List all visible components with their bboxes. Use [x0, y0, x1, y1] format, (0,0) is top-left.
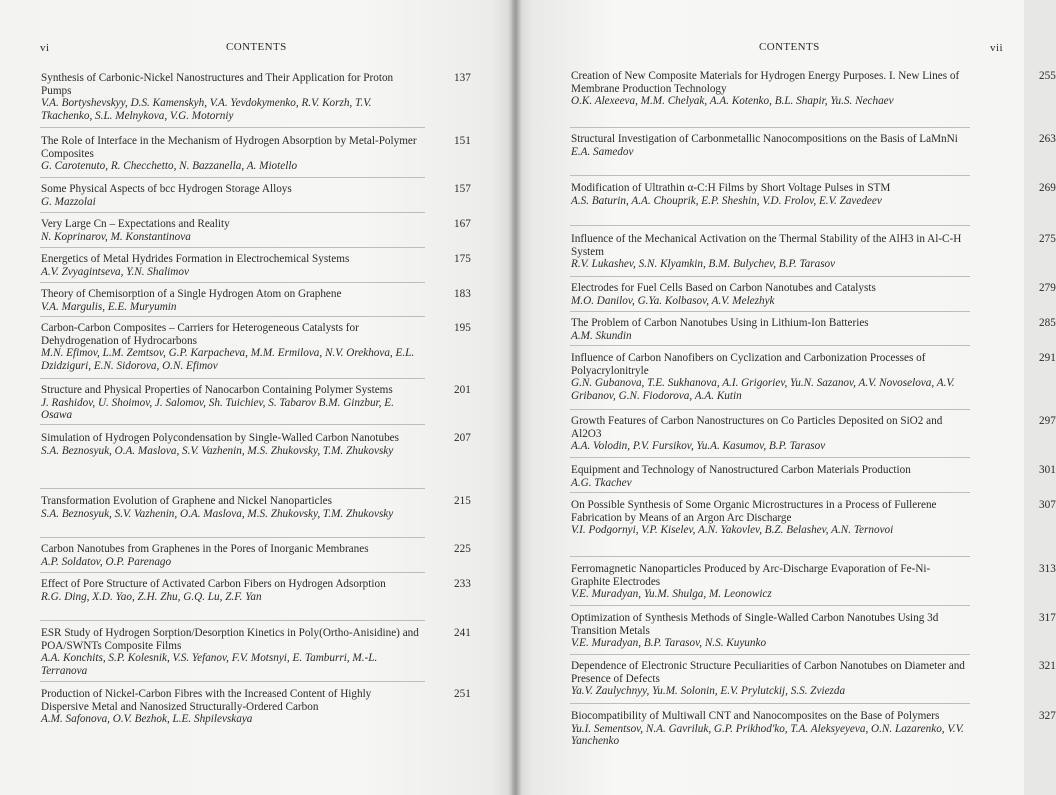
entry-page: 207: [454, 432, 471, 444]
entry-authors: S.A. Beznosyuk, O.A. Maslova, S.V. Vazhenin, M.S. Zhukovsky, T.M. Zhukovsky: [41, 444, 394, 457]
divider: [40, 127, 425, 128]
entry-title: Very Large Cn – Expectations and Reality: [41, 218, 230, 230]
toc-entry: [41, 218, 471, 243]
running-header: CONTENTS: [226, 41, 287, 53]
divider: [40, 177, 425, 178]
toc-entry: [41, 543, 471, 568]
entry-authors: N. Koprinarov, M. Konstantinova: [41, 230, 191, 243]
entry-title: Influence of Carbon Nanofibers on Cyclization and Carbonization Processes of Polyacrylonitryle: [571, 352, 926, 377]
entry-authors: V.A. Bortyshevskyy, D.S. Kamenskyh, V.A. Yevdokymenko, R.V. Korzh, T.V. Tkachenko, S.L. Melnykova, V.G. Motorniy: [41, 97, 372, 122]
entry-page: 233: [454, 578, 471, 590]
entry-authors: G. Carotenuto, R. Checchetto, N. Bazzanella, A. Miotello: [41, 160, 298, 173]
entry-page: 241: [454, 627, 471, 639]
divider: [570, 311, 970, 312]
toc-entry: [41, 578, 471, 603]
entry-authors: A.A. Volodin, P.V. Fursikov, Yu.A. Kasumov, B.P. Tarasov: [571, 440, 826, 453]
entry-page: 137: [454, 72, 471, 84]
left-page: [0, 0, 512, 795]
toc-entry: [571, 182, 1056, 207]
divider: [570, 654, 970, 655]
entry-page: 321: [1039, 660, 1056, 672]
divider: [40, 681, 425, 682]
page-number: vii: [990, 42, 1004, 54]
divider: [40, 282, 425, 283]
entry-authors: M.N. Efimov, L.M. Zemtsov, G.P. Karpacheva, M.M. Ermilova, N.V. Orekhova, E.L. Dzidziguri, E.N. Sidorova, O.N. Efimov: [41, 347, 415, 372]
divider: [570, 409, 970, 410]
entry-title: Growth Features of Carbon Nanostructures on Co Particles Deposited on SiO2 and Al2O3: [571, 415, 943, 440]
entry-page: 285: [1039, 317, 1056, 329]
toc-entry: [41, 183, 471, 208]
entry-page: 313: [1039, 563, 1056, 575]
entry-authors: Ya.V. Zaulychnyy, Yu.M. Solonin, E.V. Prylutckij, S.S. Zviezda: [571, 685, 846, 698]
entry-authors: S.A. Beznosyuk, S.V. Vazhenin, O.A. Maslova, M.S. Zhukovsky, T.M. Zhukovsky: [41, 507, 394, 520]
entry-page: 301: [1039, 464, 1056, 476]
entry-authors: R.V. Lukashev, S.N. Klyamkin, B.M. Bulychev, B.P. Tarasov: [571, 258, 836, 271]
entry-page: 167: [454, 218, 471, 230]
toc-entry: [41, 72, 471, 122]
entry-page: 175: [454, 253, 471, 265]
toc-entry: [571, 317, 1056, 342]
divider: [570, 703, 970, 704]
entry-title: The Role of Interface in the Mechanism of Hydrogen Absorption by Metal-Polymer Composites: [41, 135, 417, 160]
entry-title: Synthesis of Carbonic-Nickel Nanostructures and Their Application for Proton Pumps: [41, 72, 394, 97]
entry-title: Theory of Chemisorption of a Single Hydrogen Atom on Graphene: [41, 288, 342, 300]
entry-title: Modification of Ultrathin α-C:H Films by Short Voltage Pulses in STM: [571, 182, 891, 194]
entry-page: 275: [1039, 233, 1056, 245]
divider: [40, 212, 425, 213]
toc-entry: [41, 253, 471, 278]
entry-title: Equipment and Technology of Nanostructured Carbon Materials Production: [571, 464, 911, 476]
entry-authors: J. Rashidov, U. Shoimov, J. Salomov, Sh. Tuichiev, S. Tabarov B.M. Ginzbur, E. Osawa: [41, 396, 394, 422]
entry-title: Dependence of Electronic Structure Peculiarities of Carbon Nanotubes on Diameter and Presence of Defects: [571, 660, 965, 685]
toc-entry: [571, 70, 1056, 108]
divider: [40, 572, 425, 573]
entry-authors: A.S. Baturin, A.A. Chouprik, E.P. Sheshin, V.D. Frolov, E.V. Zavedeev: [571, 194, 882, 207]
divider: [570, 345, 970, 346]
toc-entry: [571, 233, 1056, 271]
entry-title: Carbon-Carbon Composites – Carriers for Heterogeneous Catalysts for Dehydrogenation of Hydrocarbons: [41, 322, 359, 347]
toc-entry: [571, 282, 1056, 307]
entry-page: 327: [1039, 710, 1056, 722]
toc-entry: [41, 432, 471, 457]
page-number: vi: [40, 42, 50, 54]
divider: [40, 316, 425, 317]
entry-title: Effect of Pore Structure of Activated Carbon Fibers on Hydrogen Adsorption: [41, 578, 386, 590]
entry-page: 255: [1039, 70, 1056, 82]
entry-page: 215: [454, 495, 471, 507]
entry-authors: A.M. Safonova, O.V. Bezhok, L.E. Shpilevskaya: [41, 713, 253, 726]
entry-page: 151: [454, 135, 471, 147]
entry-page: 263: [1039, 133, 1056, 145]
divider: [570, 225, 970, 226]
entry-authors: A.V. Zvyagintseva, Y.N. Shalimov: [41, 265, 189, 278]
book-gutter: [508, 0, 522, 795]
entry-authors: V.E. Muradyan, B.P. Tarasov, N.S. Kuyunko: [571, 637, 767, 650]
right-page: [512, 0, 1056, 795]
entry-title: Production of Nickel-Carbon Fibres with the Increased Content of Highly Dispersive Metal and Nanosized Structurally-Ordered Carbon: [41, 688, 372, 713]
divider: [570, 175, 970, 176]
toc-entry: [41, 495, 471, 520]
running-header: CONTENTS: [759, 41, 820, 53]
toc-entry: [41, 288, 471, 313]
entry-title: Simulation of Hydrogen Polycondensation by Single-Walled Carbon Nanotubes: [41, 432, 399, 444]
entry-title: Structural Investigation of Carbonmetallic Nanocompositions on the Basis of LaMnNi: [571, 133, 958, 145]
entry-page: 279: [1039, 282, 1056, 294]
entry-title: ESR Study of Hydrogen Sorption/Desorption Kinetics in Poly(Ortho-Anisidine) and POA/SWNTs Composite Films: [41, 627, 419, 652]
entry-authors: G. Mazzolai: [41, 195, 96, 208]
entry-page: 269: [1039, 182, 1056, 194]
entry-page: 157: [454, 183, 471, 195]
entry-page: 225: [454, 543, 471, 555]
toc-entry: [41, 384, 471, 422]
entry-title: Carbon Nanotubes from Graphenes in the Pores of Inorganic Membranes: [41, 543, 369, 555]
entry-title: On Possible Synthesis of Some Organic Microstructures in a Process of Fullerene Fabrication by Means of an Argon Arc Discharge: [571, 499, 937, 524]
divider: [40, 620, 425, 621]
toc-entry: [41, 627, 471, 677]
entry-page: 195: [454, 322, 471, 334]
toc-entry: [571, 352, 1056, 402]
entry-page: 251: [454, 688, 471, 700]
toc-entry: [571, 612, 1056, 650]
entry-authors: E.A. Samedov: [571, 145, 634, 158]
toc-entry: [571, 415, 1056, 453]
entry-title: Ferromagnetic Nanoparticles Produced by Arc-Discharge Evaporation of Fe-Ni-Graphite Electrodes: [571, 563, 931, 588]
toc-entry: [41, 322, 471, 372]
divider: [40, 247, 425, 248]
toc-entry: [41, 135, 471, 173]
entry-authors: A.G. Tkachev: [571, 476, 632, 489]
entry-authors: G.N. Gubanova, T.E. Sukhanova, A.I. Grigoriev, Yu.N. Sazanov, A.V. Novoselova, A.V. Gribanov, G.N. Fiodorova, A.A. Kutin: [571, 377, 955, 402]
divider: [570, 492, 970, 493]
entry-title: The Problem of Carbon Nanotubes Using in Lithium-Ion Batteries: [571, 317, 869, 329]
toc-entry: [571, 464, 1056, 489]
entry-title: Energetics of Metal Hydrides Formation in Electrochemical Systems: [41, 253, 350, 265]
toc-entry: [571, 660, 1056, 698]
entry-authors: V.I. Podgornyi, V.P. Kiselev, A.N. Yakovlev, B.Z. Belashev, A.N. Ternovoi: [571, 524, 894, 537]
divider: [570, 605, 970, 606]
entry-page: 291: [1039, 352, 1056, 364]
entry-authors: O.K. Alexeeva, M.M. Chelyak, A.A. Kotenko, B.L. Shapir, Yu.S. Nechaev: [571, 95, 894, 108]
entry-page: 307: [1039, 499, 1056, 511]
entry-title: Transformation Evolution of Graphene and Nickel Nanoparticles: [41, 495, 333, 507]
entry-title: Creation of New Composite Materials for Hydrogen Energy Purposes. I. New Lines of Membrane Production Technology: [571, 70, 960, 95]
entry-authors: V.A. Margulis, E.E. Muryumin: [41, 300, 177, 313]
entry-page: 183: [454, 288, 471, 300]
divider: [570, 457, 970, 458]
entry-page: 297: [1039, 415, 1056, 427]
entry-authors: R.G. Ding, X.D. Yao, Z.H. Zhu, G.Q. Lu, Z.F. Yan: [41, 590, 262, 603]
entry-page: 201: [454, 384, 471, 396]
entry-title: Structure and Physical Properties of Nanocarbon Containing Polymer Systems: [41, 384, 393, 396]
entry-title: Some Physical Aspects of bcc Hydrogen Storage Alloys: [41, 183, 292, 195]
divider: [570, 276, 970, 277]
toc-entry: [571, 499, 1056, 537]
divider: [570, 556, 970, 557]
divider: [40, 488, 425, 489]
entry-authors: V.E. Muradyan, Yu.M. Shulga, M. Leonowicz: [571, 588, 772, 601]
entry-title: Biocompatibility of Multiwall CNT and Nanocomposites on the Base of Polymers: [571, 710, 940, 722]
toc-entry: [571, 710, 1056, 748]
divider: [40, 537, 425, 538]
entry-authors: A.P. Soldatov, O.P. Parenago: [41, 555, 172, 568]
divider: [40, 378, 425, 379]
toc-entry: [41, 688, 471, 726]
divider: [570, 127, 970, 128]
entry-authors: Yu.I. Sementsov, N.A. Gavriluk, G.P. Prikhod'ko, T.A. Aleksyeyeva, O.N. Lazarenko, V.V. Yanchenko: [571, 722, 964, 748]
entry-page: 317: [1039, 612, 1056, 624]
toc-entry: [571, 563, 1056, 601]
entry-title: Electrodes for Fuel Cells Based on Carbon Nanotubes and Catalysts: [571, 282, 876, 294]
toc-entry: [571, 133, 1056, 158]
entry-title: Influence of the Mechanical Activation on the Thermal Stability of the AlH3 in Al-C-H System: [571, 233, 962, 258]
entry-title: Optimization of Synthesis Methods of Single-Walled Carbon Nanotubes Using 3d Transition Metals: [571, 612, 939, 637]
divider: [40, 424, 425, 425]
entry-authors: A.M. Skundin: [571, 329, 632, 342]
entry-authors: A.A. Konchits, S.P. Kolesnik, V.S. Yefanov, F.V. Motsnyi, E. Tamburri, M.-L. Terranova: [41, 652, 378, 677]
entry-authors: M.O. Danilov, G.Ya. Kolbasov, A.V. Melezhyk: [571, 294, 775, 307]
